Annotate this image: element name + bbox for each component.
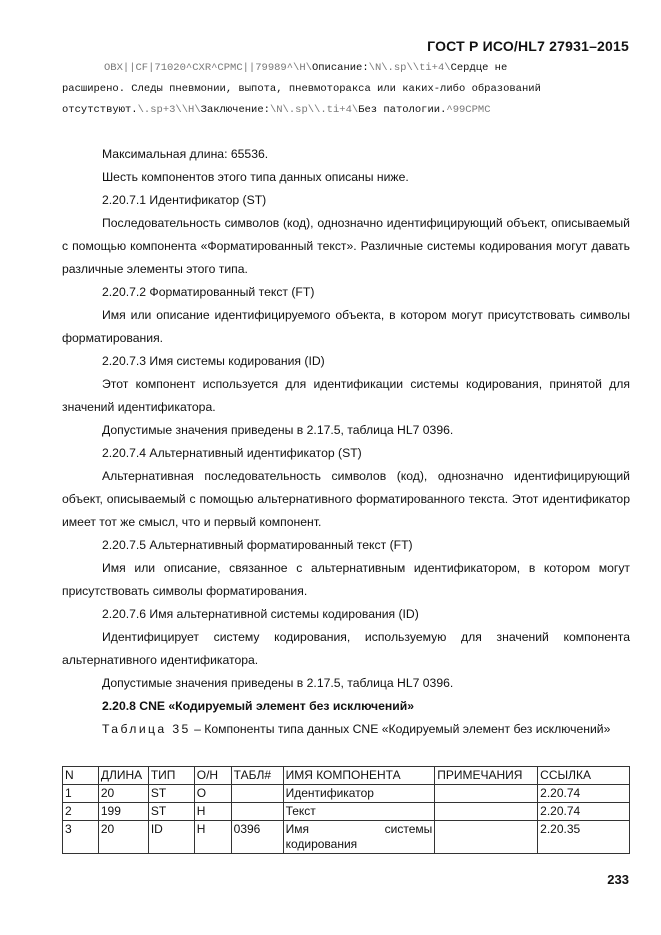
- table-cell: Н: [194, 821, 231, 854]
- paragraph: Альтернативная последовательность символов (код), однозначно идентифицирующий объект, описываемый с помощью альтернативного форматированного текста. Этот идентификатор имеет тот же смысл, что и первый компонент.: [62, 469, 630, 529]
- table-header-cell: ДЛИНА: [98, 767, 148, 785]
- table-cell: 199: [98, 803, 148, 821]
- table-cell: 20: [98, 785, 148, 803]
- paragraph: Имя или описание идентифицируемого объекта, в котором могут присутствовать символы форматирования.: [62, 308, 630, 345]
- table-cell: Идентификатор: [283, 785, 435, 803]
- table-cell: 1: [63, 785, 99, 803]
- code-line-2: расширено. Следы пневмонии, выпота, пневмоторакса или каких-либо образований: [62, 83, 541, 95]
- paragraph: Этот компонент используется для идентификации системы кодирования, принятой для значений идентификатора.: [62, 377, 630, 414]
- table-cell: 20: [98, 821, 148, 854]
- table-caption: [62, 718, 630, 741]
- body-text: [62, 143, 630, 741]
- table-header-cell: ПРИМЕЧАНИЯ: [435, 767, 538, 785]
- table-cell: ST: [148, 803, 194, 821]
- code-line-3: отсутствуют.\.sp+3\\H\Заключение:\N\.sp\\.ti+4\Без патологии.^99CPMC: [62, 104, 491, 116]
- paragraph: Имя или описание, связанное с альтернативным идентификатором, в котором могут присутствовать символы форматирования.: [62, 561, 630, 598]
- code-line-1: OBX||CF|71020^CXR^CPMC||79989^\H\Описание:\N\.sp\\ti+4\Сердце не: [104, 62, 508, 74]
- table-row: [63, 821, 630, 854]
- table-cell: [231, 785, 283, 803]
- table-caption-text: – Компоненты типа данных CNE «Кодируемый элемент без исключений»: [190, 722, 611, 736]
- paragraph: Допустимые значения приведены в 2.17.5, таблица HL7 0396.: [102, 676, 454, 690]
- table-cell: 2.20.35: [538, 821, 630, 854]
- table-cell: Имя системы кодирования: [283, 821, 435, 854]
- subsection-heading: 2.20.7.4 Альтернативный идентификатор (ST): [102, 446, 362, 460]
- subsection-heading: 2.20.7.2 Форматированный текст (FT): [102, 285, 315, 299]
- cne-components-table: [62, 766, 630, 854]
- table-cell: 3: [63, 821, 99, 854]
- table-caption-label: Таблица 35: [102, 722, 191, 736]
- paragraph: Шесть компонентов этого типа данных описаны ниже.: [102, 170, 409, 184]
- table-row: [63, 803, 630, 821]
- document-header: ГОСТ Р ИСО/HL7 27931–2015: [427, 38, 629, 54]
- table-header-cell: ТИП: [148, 767, 194, 785]
- paragraph: Допустимые значения приведены в 2.17.5, таблица HL7 0396.: [102, 423, 454, 437]
- subsection-heading: 2.20.7.1 Идентификатор (ST): [102, 193, 267, 207]
- subsection-heading: 2.20.7.5 Альтернативный форматированный текст (FT): [102, 538, 413, 552]
- table-cell: [231, 803, 283, 821]
- table-header-cell: ТАБЛ#: [231, 767, 283, 785]
- subsection-heading: 2.20.7.3 Имя системы кодирования (ID): [102, 354, 325, 368]
- table-cell: ST: [148, 785, 194, 803]
- table-cell: Текст: [283, 803, 435, 821]
- table-header-cell: N: [63, 767, 99, 785]
- table-cell: 2: [63, 803, 99, 821]
- table-cell: О: [194, 785, 231, 803]
- code-example: [62, 58, 634, 121]
- table-cell: ID: [148, 821, 194, 854]
- paragraph: Максимальная длина: 65536.: [102, 147, 269, 161]
- table-header-row: [63, 767, 630, 785]
- page-number: 233: [607, 872, 629, 887]
- paragraph: Идентифицирует систему кодирования, используемую для значений компонента альтернативного идентификатора.: [62, 630, 630, 667]
- table-cell: [435, 803, 538, 821]
- table-cell: [435, 785, 538, 803]
- table-header-cell: О/Н: [194, 767, 231, 785]
- section-heading: 2.20.8 CNE «Кодируемый элемент без исключений»: [102, 699, 415, 713]
- table-cell: 2.20.74: [538, 785, 630, 803]
- paragraph: Последовательность символов (код), однозначно идентифицирующий объект, описываемый с помощью компонента «Форматированный текст». Различные системы кодирования могут давать различные элементы этого типа.: [62, 216, 630, 276]
- subsection-heading: 2.20.7.6 Имя альтернативной системы кодирования (ID): [102, 607, 419, 621]
- table-header-cell: ИМЯ КОМПОНЕНТА: [283, 767, 435, 785]
- table-cell: Н: [194, 803, 231, 821]
- table-cell: 0396: [231, 821, 283, 854]
- table-cell: 2.20.74: [538, 803, 630, 821]
- table-header-cell: ССЫЛКА: [538, 767, 630, 785]
- table-row: [63, 785, 630, 803]
- table-cell: [435, 821, 538, 854]
